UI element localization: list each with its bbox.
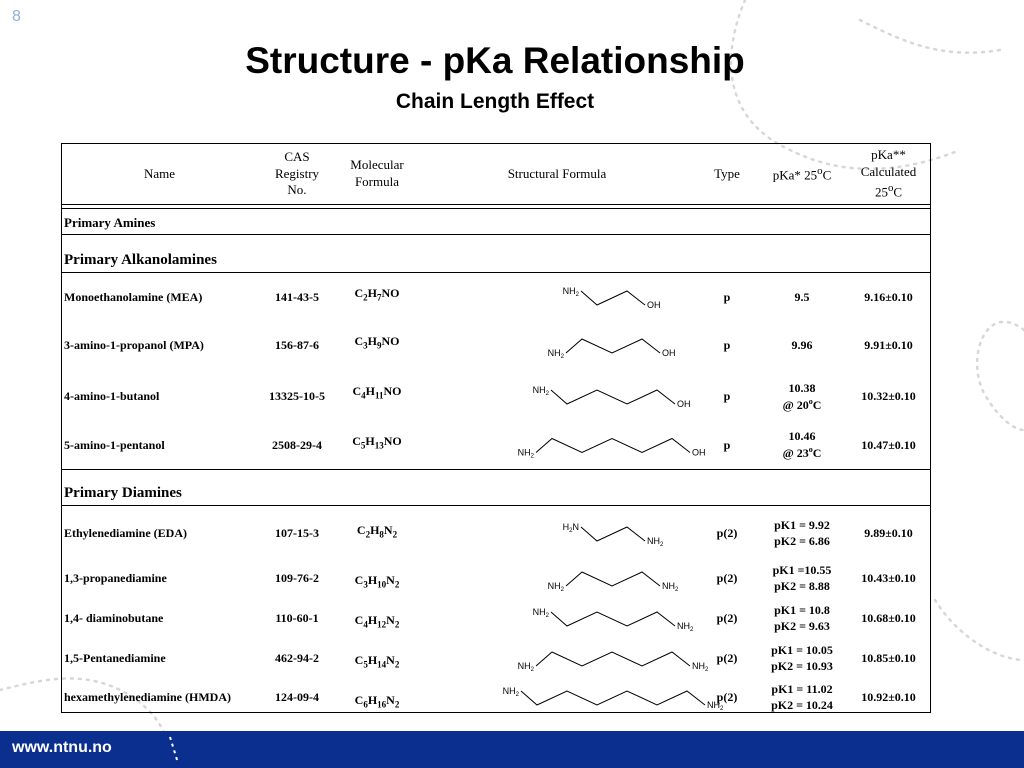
cell-pka — [752, 679, 852, 717]
cell-type: p — [723, 389, 731, 404]
cell-pka-calculated: 9.89±0.10 — [864, 526, 913, 541]
pka-value: 10.38 — [788, 380, 816, 395]
formula-part: 8 — [379, 529, 384, 540]
atom-label: OH — [677, 399, 691, 409]
formula-part: 4 — [361, 390, 366, 401]
cell-molecular-formula — [337, 422, 417, 469]
slide-subtitle: Chain Length Effect — [395, 90, 595, 113]
structural-formula-diagram — [442, 679, 742, 717]
cell-cas: 109-76-2 — [275, 571, 319, 586]
formula-part: 6 — [363, 699, 368, 710]
cell-cas: 107-15-3 — [275, 526, 319, 541]
cell-cas: 2508-29-4 — [272, 437, 322, 452]
cell-cas: 156-87-6 — [275, 338, 319, 353]
footer-bar — [0, 731, 1024, 768]
atom-label: $NH_2$ — [647, 536, 664, 548]
pka-value: pK2 = 10.24 — [771, 698, 833, 712]
cell-molecular-formula — [337, 372, 417, 422]
cell-name: 1,5-Pentanediamine — [64, 651, 166, 666]
cell-pka — [752, 274, 852, 322]
pka-value: pK2 = 9.63 — [774, 619, 830, 633]
header-molecular-formula: Molecular Formula — [350, 157, 404, 189]
header-pka: pKa* 25$^o$C — [772, 164, 832, 183]
formula-part: H — [365, 384, 375, 398]
pka-value: 9.96 — [791, 338, 813, 353]
cell-molecular-formula — [337, 509, 417, 559]
section-title-primary-amines: Primary Amines — [64, 215, 156, 230]
atom-label: $NH_2$ — [517, 661, 534, 673]
divider — [62, 272, 930, 273]
cell-molecular-formula — [337, 639, 417, 679]
cell-pka — [752, 422, 852, 469]
structural-formula-diagram — [442, 274, 742, 322]
formula-part: 11 — [375, 390, 384, 401]
pka-value: 9.5 — [794, 290, 810, 305]
carbon-chain — [566, 339, 660, 353]
cell-pka-calculated: 10.85±0.10 — [861, 651, 916, 666]
cell-cas: 13325-10-5 — [269, 389, 325, 404]
table-row — [62, 559, 930, 599]
atom-label: $NH_2$ — [547, 348, 564, 360]
formula-part: C — [354, 653, 364, 667]
carbon-chain — [566, 572, 660, 586]
formula-part: N — [383, 523, 393, 537]
structural-formula-diagram — [442, 639, 742, 679]
cell-pka-calculated: 10.68±0.10 — [861, 611, 916, 626]
atom-label: $NH_2$ — [562, 286, 579, 298]
table-row — [62, 274, 930, 322]
carbon-chain — [536, 439, 690, 453]
formula-part: 2 — [365, 529, 371, 540]
formula-part: C — [352, 434, 361, 448]
formula-part: 9 — [377, 340, 382, 351]
atom-label: $H_2N$ — [562, 522, 579, 534]
cell-pka — [752, 509, 852, 559]
formula-part: H — [365, 434, 375, 448]
cell-type: p(2) — [716, 526, 738, 541]
header-cas: CAS Registry No. — [274, 148, 320, 198]
cell-pka-calculated: 10.32±0.10 — [861, 389, 916, 404]
pka-value: pK1 = 9.92 — [774, 518, 830, 533]
formula-part: H — [367, 693, 378, 707]
slide-title: Structure - pKa Relationship — [245, 40, 745, 81]
formula-part: C — [356, 523, 366, 537]
header-structural-formula: Structural Formula — [507, 165, 607, 181]
cell-pka-calculated: 10.47±0.10 — [861, 437, 916, 452]
header-pka-calculated: pKa** Calculated 25$^o$C — [860, 147, 917, 200]
formula-part: 7 — [377, 292, 382, 303]
formula-part: N — [386, 613, 395, 627]
formula-part: NO — [381, 286, 400, 300]
formula-part: 12 — [377, 619, 387, 630]
cell-cas: 110-60-1 — [275, 611, 319, 626]
cell-name: 4-amino-1-butanol — [64, 389, 160, 404]
formula-part: NO — [381, 334, 400, 348]
structural-formula-diagram — [442, 509, 742, 559]
cell-molecular-formula — [337, 322, 417, 370]
formula-part: 3 — [363, 340, 368, 351]
formula-part: N — [386, 653, 395, 667]
slide-number: 8 — [12, 8, 21, 25]
carbon-chain — [551, 612, 675, 626]
cell-type: p(2) — [716, 571, 738, 586]
carbon-chain — [581, 527, 645, 541]
formula-part: 2 — [363, 292, 368, 303]
cell-pka — [752, 559, 852, 599]
pka-value: pK1 = 10.05 — [771, 643, 833, 658]
atom-label: OH — [647, 300, 661, 310]
pka-value: pK2 = 8.88 — [774, 579, 830, 593]
cell-pka-calculated: 10.43±0.10 — [861, 571, 916, 586]
formula-part: 2 — [394, 699, 400, 710]
formula-part: H — [367, 573, 378, 587]
formula-part: 3 — [363, 579, 368, 590]
cell-molecular-formula — [337, 274, 417, 322]
cell-molecular-formula — [337, 559, 417, 599]
formula-part: N — [386, 573, 395, 587]
pka-value: pK2 = 10.93 — [771, 659, 833, 673]
cell-pka-calculated: 9.16±0.10 — [864, 290, 913, 305]
divider — [62, 469, 930, 470]
formula-part: C — [354, 573, 364, 587]
formula-part: C — [352, 384, 362, 398]
atom-label: $NH_2$ — [547, 581, 564, 593]
formula-part: 2 — [394, 619, 400, 630]
structural-formula-diagram — [442, 372, 742, 422]
formula-part: 4 — [363, 619, 368, 630]
cell-pka — [752, 372, 852, 422]
cell-pka — [752, 322, 852, 370]
atom-label: $NH_2$ — [662, 581, 679, 593]
header-name: Name — [143, 165, 176, 181]
formula-part: 5 — [363, 659, 368, 670]
formula-part: N — [386, 693, 395, 707]
carbon-chain — [581, 291, 645, 305]
cell-name: 1,4- diaminobutane — [64, 611, 164, 626]
section-title-alkanolamines: Primary Alkanolamines — [64, 252, 217, 268]
pka-value: @ 23$^o$C — [782, 445, 822, 460]
formula-part: H — [367, 286, 377, 300]
table-row — [62, 599, 930, 639]
formula-part: C — [354, 334, 364, 348]
table-row — [62, 372, 930, 422]
structural-formula-diagram — [442, 322, 742, 370]
formula-part: NO — [383, 434, 402, 448]
pka-value: pK1 =10.55 — [772, 563, 832, 578]
structural-formula-diagram — [442, 422, 742, 469]
formula-part: 2 — [392, 529, 398, 540]
cell-pka-calculated: 10.92±0.10 — [861, 690, 916, 705]
atom-label: $NH_2$ — [532, 385, 549, 397]
cell-type: p(2) — [716, 611, 738, 626]
formula-part: H — [367, 613, 378, 627]
table-row — [62, 322, 930, 370]
footer-decoration — [168, 735, 180, 765]
section-title-diamines: Primary Diamines — [64, 485, 182, 501]
atom-label: $NH_2$ — [517, 447, 534, 460]
atom-label: $NH_2$ — [532, 607, 549, 619]
formula-part: H — [367, 334, 377, 348]
table-row — [62, 422, 930, 469]
formula-part: 2 — [394, 579, 400, 590]
cell-type: p(2) — [716, 651, 738, 666]
formula-part: 2 — [394, 659, 400, 670]
structural-formula-diagram — [442, 599, 742, 639]
formula-part: H — [367, 653, 378, 667]
cell-type: p — [723, 338, 731, 353]
cell-name: 1,3-propanediamine — [64, 571, 167, 586]
structural-formula-diagram — [442, 559, 742, 599]
atom-label: OH — [662, 348, 676, 358]
pka-value: pK2 = 6.86 — [774, 534, 830, 548]
cell-molecular-formula — [337, 679, 417, 717]
formula-part: 10 — [377, 579, 387, 590]
formula-part: H — [370, 523, 380, 537]
cell-pka — [752, 639, 852, 679]
cell-name: 3-amino-1-propanol (MPA) — [64, 338, 204, 353]
formula-part: C — [354, 613, 364, 627]
pka-value: 10.46 — [788, 429, 816, 444]
formula-part: NO — [383, 384, 402, 398]
pka-value: @ 20$^o$C — [782, 396, 822, 412]
atom-label: $NH_2$ — [692, 661, 709, 673]
header-type: Type — [714, 165, 740, 181]
formula-part: 14 — [377, 659, 387, 670]
divider — [62, 204, 930, 205]
atom-label: OH — [692, 447, 706, 458]
formula-part: 16 — [377, 699, 387, 710]
formula-part: 13 — [374, 440, 384, 451]
formula-part: C — [354, 286, 364, 300]
cell-name: 5-amino-1-pentanol — [64, 437, 165, 452]
table-row — [62, 639, 930, 679]
divider — [62, 505, 930, 506]
table-row — [62, 679, 930, 717]
cell-name: Ethylenediamine (EDA) — [64, 526, 187, 541]
atom-label: $NH_2$ — [677, 621, 694, 633]
cell-pka-calculated: 9.91±0.10 — [864, 338, 913, 353]
cell-molecular-formula — [337, 599, 417, 639]
cell-name: hexamethylenediamine (HMDA) — [64, 690, 231, 705]
cell-pka — [752, 599, 852, 639]
cell-type: p — [723, 437, 731, 452]
cell-type: p(2) — [716, 690, 738, 705]
cell-cas: 462-94-2 — [275, 651, 319, 666]
formula-part: C — [354, 693, 364, 707]
pka-table — [61, 143, 931, 713]
table-row — [62, 509, 930, 559]
carbon-chain — [536, 652, 690, 666]
carbon-chain — [521, 691, 705, 705]
table-header — [62, 144, 930, 204]
footer-url: www.ntnu.no — [12, 739, 112, 756]
formula-part: 5 — [360, 440, 366, 451]
cell-type: p — [723, 290, 731, 305]
divider — [62, 234, 930, 235]
pka-value: pK1 = 10.8 — [774, 603, 830, 618]
cell-cas: 141-43-5 — [275, 290, 319, 305]
divider — [62, 208, 930, 209]
cell-cas: 124-09-4 — [275, 690, 319, 705]
carbon-chain — [551, 390, 675, 404]
atom-label: $NH_2$ — [707, 700, 724, 712]
pka-value: pK1 = 11.02 — [771, 682, 833, 697]
atom-label: $NH_2$ — [502, 686, 519, 698]
cell-name: Monoethanolamine (MEA) — [64, 290, 203, 305]
